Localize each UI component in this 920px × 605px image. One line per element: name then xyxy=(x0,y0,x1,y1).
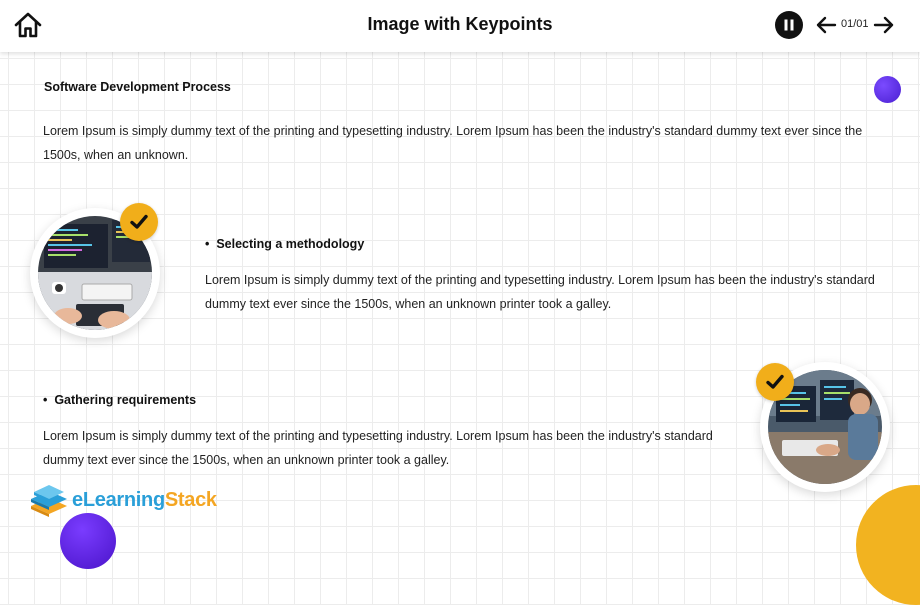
decorative-yellow-half-circle xyxy=(856,485,920,605)
page-counter: 01/01 xyxy=(841,18,869,30)
brand-name xyxy=(72,489,217,512)
pause-icon xyxy=(783,19,795,31)
keypoint-2-text: Lorem Ipsum is simply dummy text of the printing and typesetting industry. Lorem Ipsum has been the industry's standard dummy text ever since the 1500s, when an unknown printer took a galley. xyxy=(43,429,713,467)
keypoint-1-title-text: Selecting a methodology xyxy=(216,237,365,251)
next-button[interactable] xyxy=(873,14,895,36)
check-icon xyxy=(130,213,148,231)
decorative-purple-circle xyxy=(874,76,901,103)
arrow-left-icon xyxy=(815,14,837,36)
keypoint-1-title: • Selecting a methodology xyxy=(205,237,365,251)
brand-name-part1: eLearning xyxy=(72,489,165,511)
keypoint-2-title: • Gathering requirements xyxy=(43,393,197,407)
check-icon xyxy=(766,373,784,391)
keypoint-1-check-badge xyxy=(120,203,158,241)
keypoint-1-text: Lorem Ipsum is simply dummy text of the printing and typesetting industry. Lorem Ipsum has been the industry's standard dummy text ever since the 1500s, when an unknown printer took a galley. xyxy=(205,273,875,311)
brand-name-part2: Stack xyxy=(164,489,217,511)
pause-button[interactable] xyxy=(775,11,803,39)
keypoint-2-title-text: Gathering requirements xyxy=(54,393,197,407)
books-logo-icon xyxy=(28,484,70,518)
intro-paragraph: Lorem Ipsum is simply dummy text of the printing and typesetting industry. Lorem Ipsum has been the industry's standard dummy text ever since the 1500s, when an unknown. xyxy=(43,124,863,162)
top-bar xyxy=(0,0,920,52)
previous-button[interactable] xyxy=(815,14,837,36)
arrow-right-icon xyxy=(873,14,895,36)
keypoint-2-check-badge xyxy=(756,363,794,401)
section-heading: Software Development Process xyxy=(44,80,231,94)
decorative-purple-half-circle xyxy=(60,513,116,569)
page-title: Image with Keypoints xyxy=(367,14,553,34)
